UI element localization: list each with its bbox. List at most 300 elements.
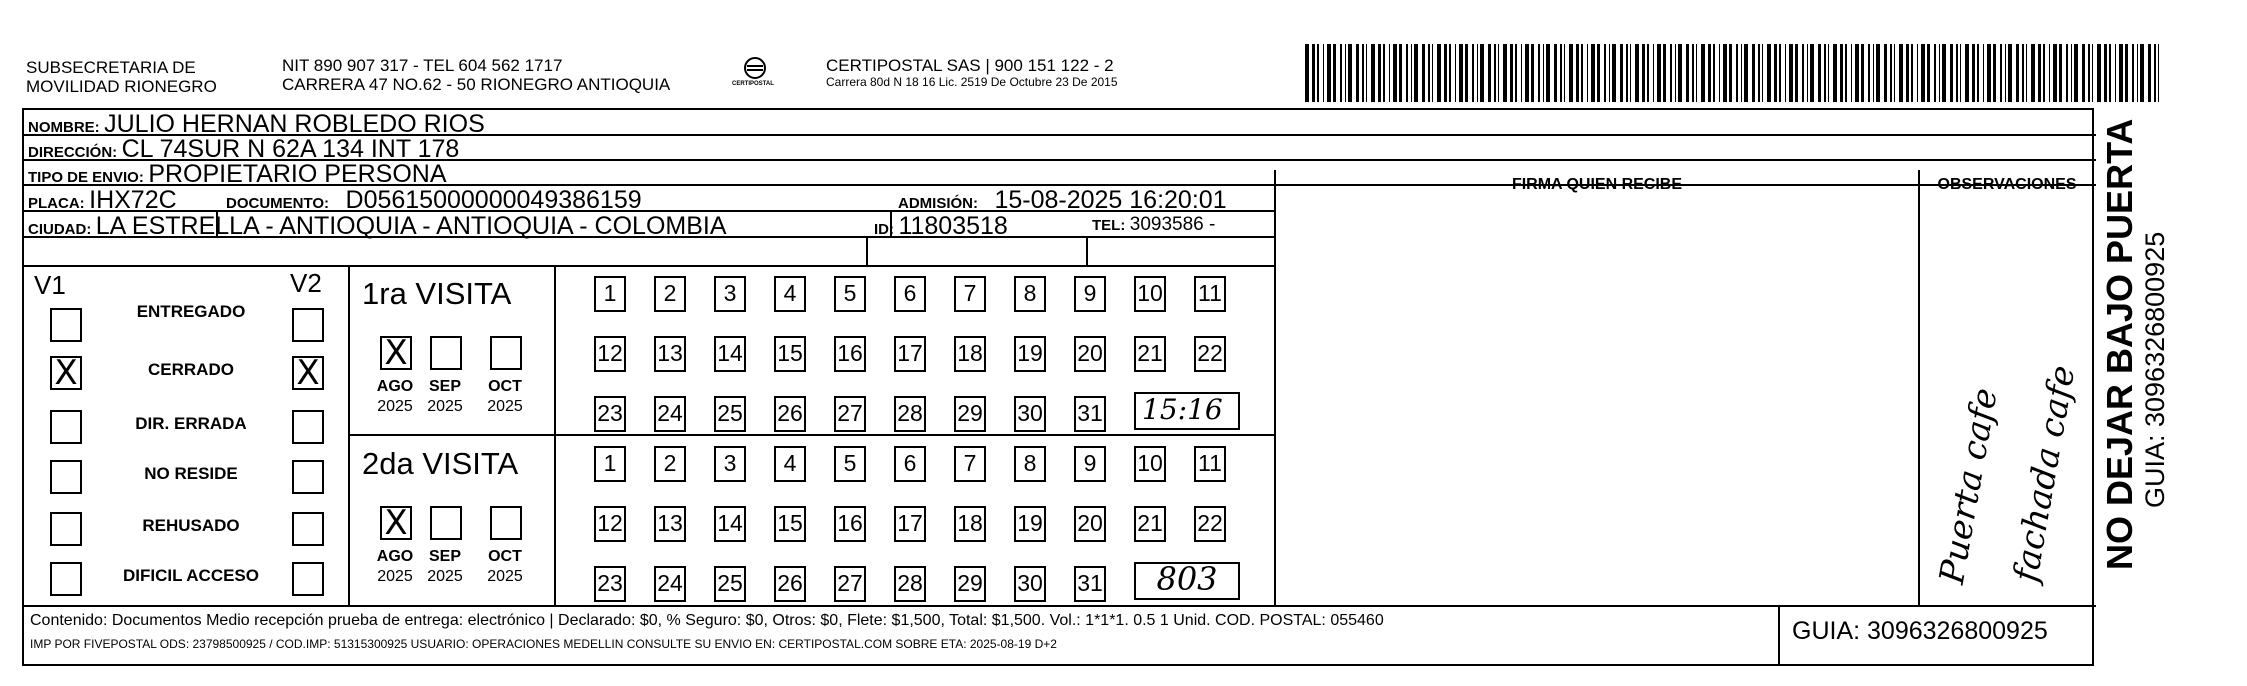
barcode-bar [1993, 44, 1996, 102]
barcode-bar [1609, 44, 1610, 102]
visit2-day-cell: 6 [894, 446, 926, 482]
barcode-bar [1305, 44, 1309, 102]
barcode-bar [1620, 44, 1623, 102]
visit1-day-cell: 26 [774, 396, 806, 432]
barcode-bar [1554, 44, 1557, 102]
plate-row [28, 186, 177, 215]
company-block [826, 56, 1118, 90]
visit2-month-label: AGO [376, 548, 414, 565]
visit2-month-checkbox [490, 506, 522, 540]
barcode-bar [1612, 44, 1616, 102]
visit1-day-cell: 22 [1194, 336, 1226, 372]
barcode-bar [2031, 44, 2035, 102]
barcode-bar [1927, 44, 1930, 102]
barcode-bar [1494, 44, 1496, 102]
barcode-bar [1950, 44, 1953, 102]
company-license: Carrera 80d N 18 16 Lic. 2519 De Octubre 23 De 2015 [826, 75, 1118, 89]
barcode-bar [1348, 44, 1352, 102]
barcode-bar [1899, 44, 1903, 102]
barcode-bar [1972, 44, 1975, 102]
visit1-day-cell: 16 [834, 336, 866, 372]
barcode-bar [1587, 44, 1588, 102]
barcode-bar [1744, 44, 1748, 102]
barcode-bar [2053, 44, 2057, 102]
barcode-bar [1393, 44, 1397, 102]
barcode-bar [1642, 44, 1645, 102]
visit1-year-label: 2025 [427, 398, 463, 415]
barcode-bar [1317, 44, 1319, 102]
v2-checkbox [292, 353, 324, 393]
barcode-bar [1546, 44, 1550, 102]
barcode-bar [1399, 44, 1402, 102]
barcode-bar [1428, 44, 1430, 102]
logo-text: CERTIPOSTAL [732, 81, 774, 87]
document-value: D05615000000049386159 [345, 186, 642, 214]
barcode-bar [1752, 44, 1755, 102]
barcode-bar [1906, 44, 1909, 102]
barcode-bar [1824, 44, 1826, 102]
barcode-bar [1647, 44, 1649, 102]
barcode-bar [1581, 44, 1583, 102]
barcode-bar [1795, 44, 1798, 102]
signature-header: FIRMA QUIEN RECIBE [1511, 176, 1683, 193]
visit2-day-cell: 26 [774, 566, 806, 602]
barcode-bar [2038, 44, 2041, 102]
barcode-bar [2005, 44, 2006, 102]
barcode-bar [2140, 44, 2144, 102]
id-row [874, 212, 1008, 241]
visit2-day-cell: 7 [954, 446, 986, 482]
barcode-bar [1876, 44, 1880, 102]
visit1-day-cell: 31 [1074, 396, 1106, 432]
visit2-day-cell: 16 [834, 506, 866, 542]
visit2-day-cell: 28 [894, 566, 926, 602]
document-label: DOCUMENTO: [226, 195, 330, 212]
admission-row [898, 186, 1227, 215]
barcode-bar [1406, 44, 1408, 102]
barcode-bar [1503, 44, 1507, 102]
visit2-day-cell: 17 [894, 506, 926, 542]
status-label: REHUSADO [142, 516, 240, 535]
barcode-bar [2104, 44, 2107, 102]
barcode-bar [1356, 44, 1359, 102]
barcode-bar [1626, 44, 1628, 102]
barcode-bar [1736, 44, 1738, 102]
footer-guia: GUIA: 3096326800925 [1792, 617, 2048, 645]
barcode-bar [2109, 44, 2111, 102]
status-label: DIFICIL ACCESO [122, 566, 259, 585]
id-label: ID: [874, 221, 894, 238]
status-label: DIR. ERRADA [135, 414, 247, 433]
barcode-bar [1818, 44, 1821, 102]
barcode-bar [1477, 44, 1478, 102]
visit1-day-cell: 3 [714, 276, 746, 312]
visit1-day-cell: 29 [954, 396, 986, 432]
check-x-icon: X [296, 353, 320, 393]
footer-imp: IMP POR FIVEPOSTAL ODS: 23798500925 / COD.IMP: 51315300925 USUARIO: OPERACIONES MEDELLIN CONSULTE SU ENVIO EN: CERTIPOSTAL.COM SOBRE ETA: 2025-08-19 D+2 [30, 637, 1057, 651]
barcode-bar [1564, 44, 1565, 102]
visit1-day-cell: 25 [714, 396, 746, 432]
barcode-bar [1560, 44, 1562, 102]
barcode-bar [1911, 44, 1913, 102]
barcode-bar [1774, 44, 1777, 102]
barcode-bar [1543, 44, 1544, 102]
org-contact [282, 56, 670, 94]
barcode-bar [1323, 44, 1324, 102]
visit1-day-cell: 12 [594, 336, 626, 372]
barcode-bar [1378, 44, 1381, 102]
barcode-bar [1366, 44, 1367, 102]
footer-content: Contenido: Documentos Medio recepción prueba de entrega: electrónico | Declarado: $0, % Seguro: $0, Otros: $0, Flete: $1,500, Total: $1,500. Vol.: 1*1*1. 0.5 1 Unid. COD. POSTAL: 055460 [30, 612, 1384, 629]
barcode-bar [1531, 44, 1534, 102]
barcode-bar [1956, 44, 1958, 102]
tel-label: TEL: [1092, 217, 1126, 234]
v1-checkbox [50, 410, 82, 444]
visit2-day-cell: 4 [774, 446, 806, 482]
barcode-bar [1686, 44, 1689, 102]
barcode-bar [1861, 44, 1864, 102]
barcode-bar [1758, 44, 1760, 102]
city-row [28, 212, 727, 241]
visit1-time-handwritten: 15:16 [1134, 392, 1240, 430]
visit1-year-label: 2025 [487, 398, 523, 415]
barcode-bar [1840, 44, 1843, 102]
barcode-bar [1657, 44, 1661, 102]
barcode-bar [2049, 44, 2050, 102]
visit2-day-cell: 19 [1014, 506, 1046, 542]
admission-label: ADMISIÓN: [898, 195, 978, 212]
visit2-day-cell: 2 [654, 446, 686, 482]
v1-checkbox [50, 562, 82, 596]
barcode-bar [2092, 44, 2093, 102]
barcode-bar [1987, 44, 1991, 102]
barcode-bar [1472, 44, 1474, 102]
visit1-month-checkbox [490, 336, 522, 370]
v1-checkbox [50, 512, 82, 546]
visit1-day-cell: 17 [894, 336, 926, 372]
barcode-bar [1630, 44, 1631, 102]
visit2-day-cell: 10 [1134, 446, 1166, 482]
barcode-bar [1855, 44, 1859, 102]
name-label: NOMBRE: [28, 119, 100, 136]
city-value: LA ESTRELLA - ANTIOQUIA - ANTIOQUIA - COLOMBIA [95, 212, 727, 240]
visit2-day-cell: 15 [774, 506, 806, 542]
barcode-bar [1411, 44, 1412, 102]
barcode-bar [1480, 44, 1484, 102]
barcode-bar [1960, 44, 1961, 102]
document-row [226, 186, 642, 215]
barcode-bar [1939, 44, 1940, 102]
barcode-bar [1521, 44, 1522, 102]
barcode-bar [1845, 44, 1847, 102]
barcode-bar [1762, 44, 1763, 102]
barcode-bar [1767, 44, 1771, 102]
visit2-day-cell: 22 [1194, 506, 1226, 542]
barcode-bar [1708, 44, 1711, 102]
visit2-day-cell: 18 [954, 506, 986, 542]
barcode-bar [1723, 44, 1727, 102]
v2-checkbox [292, 308, 324, 342]
visit2-day-cell: 1 [594, 446, 626, 482]
visit2-year-label: 2025 [427, 568, 463, 585]
barcode-bar [1340, 44, 1342, 102]
recipient-address: CL 74SUR N 62A 134 INT 178 [121, 135, 460, 163]
visit2-day-cell: 11 [1194, 446, 1226, 482]
visit2-month-label: SEP [428, 548, 461, 565]
barcode-bar [1371, 44, 1375, 102]
type-row [28, 160, 447, 189]
visit2-day-cell: 27 [834, 566, 866, 602]
barcode-bar [1729, 44, 1732, 102]
barcode-bar [1868, 44, 1870, 102]
visit1-day-cell: 30 [1014, 396, 1046, 432]
check-x-icon: X [384, 333, 408, 373]
visit2-day-cell: 21 [1134, 506, 1166, 542]
barcode-bar [1455, 44, 1456, 102]
visit2-day-cell: 12 [594, 506, 626, 542]
visit1-day-cell: 11 [1194, 276, 1226, 312]
v2-checkbox [292, 512, 324, 546]
observations-header: OBSERVACIONES [1937, 176, 2077, 193]
barcode-bar [2016, 44, 2019, 102]
v1-checkbox [50, 308, 82, 342]
visit1-day-cell: 27 [834, 396, 866, 432]
barcode-bar [1785, 44, 1786, 102]
barcode-bar [1444, 44, 1447, 102]
barcode-bar [1604, 44, 1606, 102]
barcode-bar [1362, 44, 1364, 102]
barcode-bar [1917, 44, 1918, 102]
barcode-bar [1422, 44, 1425, 102]
address-label: DIRECCIÓN: [28, 144, 118, 161]
barcode-bar [1576, 44, 1579, 102]
side-warning: NO DEJAR BAJO PUERTA [2099, 118, 2140, 570]
visit1-month-label: AGO [376, 378, 414, 395]
v2-label: V2 [290, 268, 322, 298]
barcode-bar [1498, 44, 1499, 102]
barcode-bar [2119, 44, 2123, 102]
barcode-bar [1719, 44, 1720, 102]
barcode-bar [1983, 44, 1984, 102]
visit1-day-cell: 21 [1134, 336, 1166, 372]
visit2-day-cell: 9 [1074, 446, 1106, 482]
barcode-bar [2026, 44, 2027, 102]
visit1-day-cell: 18 [954, 336, 986, 372]
barcode-bar [1701, 44, 1705, 102]
barcode-bar [1894, 44, 1895, 102]
v2-checkbox [292, 460, 324, 494]
visit1-day-cell: 23 [594, 396, 626, 432]
tel-value: 3093586 - [1129, 214, 1216, 235]
visit2-day-cell: 24 [654, 566, 686, 602]
barcode-bar [2088, 44, 2090, 102]
visit1-day-cell: 5 [834, 276, 866, 312]
barcode-bar [1675, 44, 1676, 102]
barcode-bar [1663, 44, 1666, 102]
barcode-bar [1833, 44, 1837, 102]
barcode-bar [1327, 44, 1331, 102]
visit1-day-cell: 9 [1074, 276, 1106, 312]
barcode-bar [1678, 44, 1682, 102]
barcode [1305, 44, 2165, 102]
visit2-code-handwritten: 803 [1134, 562, 1240, 600]
visit2-day-cell: 30 [1014, 566, 1046, 602]
visit1-day-cell: 15 [774, 336, 806, 372]
barcode-bar [1449, 44, 1451, 102]
barcode-bar [2071, 44, 2072, 102]
visit2-month-checkbox [380, 503, 412, 543]
barcode-bar [2125, 44, 2128, 102]
visit2-day-cell: 5 [834, 446, 866, 482]
visit1-day-cell: 19 [1014, 336, 1046, 372]
barcode-bar [1741, 44, 1742, 102]
visit2-year-label: 2025 [487, 568, 523, 585]
type-label: TIPO DE ENVIO: [28, 169, 144, 186]
visit2-day-cell: 25 [714, 566, 746, 602]
v1-checkbox [50, 353, 82, 393]
visit1-day-cell: 7 [954, 276, 986, 312]
v1-label: V1 [34, 270, 66, 300]
barcode-bar [1942, 44, 1946, 102]
barcode-bar [2097, 44, 2101, 102]
barcode-bar [1807, 44, 1808, 102]
barcode-bar [1779, 44, 1781, 102]
observation-line-1: Puerta cafe [1932, 385, 2006, 587]
check-x-icon: X [54, 353, 78, 393]
barcode-bar [1934, 44, 1936, 102]
id-value: 11803518 [898, 212, 1008, 240]
barcode-bar [2115, 44, 2116, 102]
barcode-bar [1459, 44, 1463, 102]
barcode-bar [1965, 44, 1969, 102]
barcode-bar [1389, 44, 1390, 102]
tel-row [1092, 214, 1215, 236]
barcode-bar [1538, 44, 1540, 102]
visit1-day-cell: 10 [1134, 276, 1166, 312]
company-name: CERTIPOSTAL SAS | 900 151 122 - 2 [826, 56, 1114, 75]
visit1-day-cell: 14 [714, 336, 746, 372]
shipment-type: PROPIETARIO PERSONA [148, 160, 447, 188]
v1-checkbox [50, 460, 82, 494]
barcode-bar [2022, 44, 2024, 102]
visit1-month-label: OCT [488, 378, 522, 395]
visit2-year-label: 2025 [377, 568, 413, 585]
barcode-bar [1597, 44, 1600, 102]
recipient-name: JULIO HERNAN ROBLEDO RIOS [104, 110, 485, 138]
barcode-bar [2154, 44, 2156, 102]
barcode-bar [1890, 44, 1892, 102]
address-line: CARRERA 47 NO.62 - 50 RIONEGRO ANTIOQUIA [282, 75, 671, 94]
visit1-day-cell: 1 [594, 276, 626, 312]
barcode-bar [2148, 44, 2151, 102]
side-guia: GUIA: 3096326800925 [2140, 231, 2170, 508]
barcode-bar [1851, 44, 1852, 102]
admission-value: 15-08-2025 16:20:01 [994, 186, 1227, 214]
barcode-bar [2074, 44, 2078, 102]
status-label: NO RESIDE [144, 464, 238, 483]
barcode-bar [1333, 44, 1336, 102]
barcode-bar [1569, 44, 1573, 102]
visit1-day-cell: 28 [894, 396, 926, 432]
visit1-month-checkbox [430, 336, 462, 370]
barcode-bar [1510, 44, 1513, 102]
plate-value: IHX72C [89, 186, 177, 214]
org-line-1: SUBSECRETARIA DE [26, 58, 196, 77]
visit2-day-cell: 8 [1014, 446, 1046, 482]
barcode-bar [1432, 44, 1433, 102]
barcode-bar [1810, 44, 1814, 102]
barcode-bar [1884, 44, 1887, 102]
visit2-day-cell: 23 [594, 566, 626, 602]
visit2-day-cell: 31 [1074, 566, 1106, 602]
org-name [26, 58, 217, 96]
plate-label: PLACA: [28, 195, 85, 212]
barcode-bar [2008, 44, 2012, 102]
status-label: ENTREGADO [136, 302, 246, 321]
status-label: CERRADO [148, 360, 234, 379]
visit1-title: 1ra VISITA [362, 276, 512, 311]
visit1-year-label: 2025 [377, 398, 413, 415]
barcode-bar [1383, 44, 1385, 102]
visit1-day-cell: 13 [654, 336, 686, 372]
barcode-bar [1692, 44, 1694, 102]
barcode-bar [1591, 44, 1595, 102]
barcode-bar [1465, 44, 1468, 102]
barcode-bar [2158, 44, 2159, 102]
observation-line-2: fachada cafe [2006, 362, 2084, 585]
barcode-bar [1977, 44, 1979, 102]
barcode-bar [1670, 44, 1672, 102]
barcode-bar [1515, 44, 1517, 102]
visit1-day-cell: 20 [1074, 336, 1106, 372]
barcode-bar [2082, 44, 2085, 102]
barcode-bar [1488, 44, 1491, 102]
visit2-day-cell: 29 [954, 566, 986, 602]
visit2-day-cell: 14 [714, 506, 746, 542]
barcode-bar [1921, 44, 1925, 102]
barcode-bar [1525, 44, 1529, 102]
barcode-bar [1873, 44, 1874, 102]
barcode-bar [1789, 44, 1793, 102]
visit1-day-cell: 2 [654, 276, 686, 312]
barcode-bar [2132, 44, 2134, 102]
barcode-bar [1437, 44, 1441, 102]
certipostal-logo-icon [730, 54, 780, 94]
barcode-bar [2137, 44, 2138, 102]
visit2-day-cell: 20 [1074, 506, 1106, 542]
barcode-bar [1828, 44, 1829, 102]
barcode-bar [1345, 44, 1346, 102]
barcode-bar [1312, 44, 1315, 102]
visit1-day-cell: 24 [654, 396, 686, 432]
barcode-bar [2066, 44, 2068, 102]
visit2-title: 2da VISITA [362, 446, 519, 481]
visit1-month-label: SEP [428, 378, 461, 395]
city-label: CIUDAD: [28, 221, 92, 238]
visit1-day-cell: 4 [774, 276, 806, 312]
check-x-icon: X [384, 503, 408, 543]
visit1-day-cell: 6 [894, 276, 926, 312]
barcode-bar [1635, 44, 1639, 102]
visit2-day-cell: 13 [654, 506, 686, 542]
nit-line: NIT 890 907 317 - TEL 604 562 1717 [282, 56, 563, 75]
org-line-2: MOVILIDAD RIONEGRO [26, 77, 217, 96]
barcode-bar [1696, 44, 1697, 102]
visit1-month-checkbox [380, 333, 412, 373]
visit2-day-cell: 3 [714, 446, 746, 482]
barcode-bar [1713, 44, 1715, 102]
barcode-bar [1414, 44, 1418, 102]
